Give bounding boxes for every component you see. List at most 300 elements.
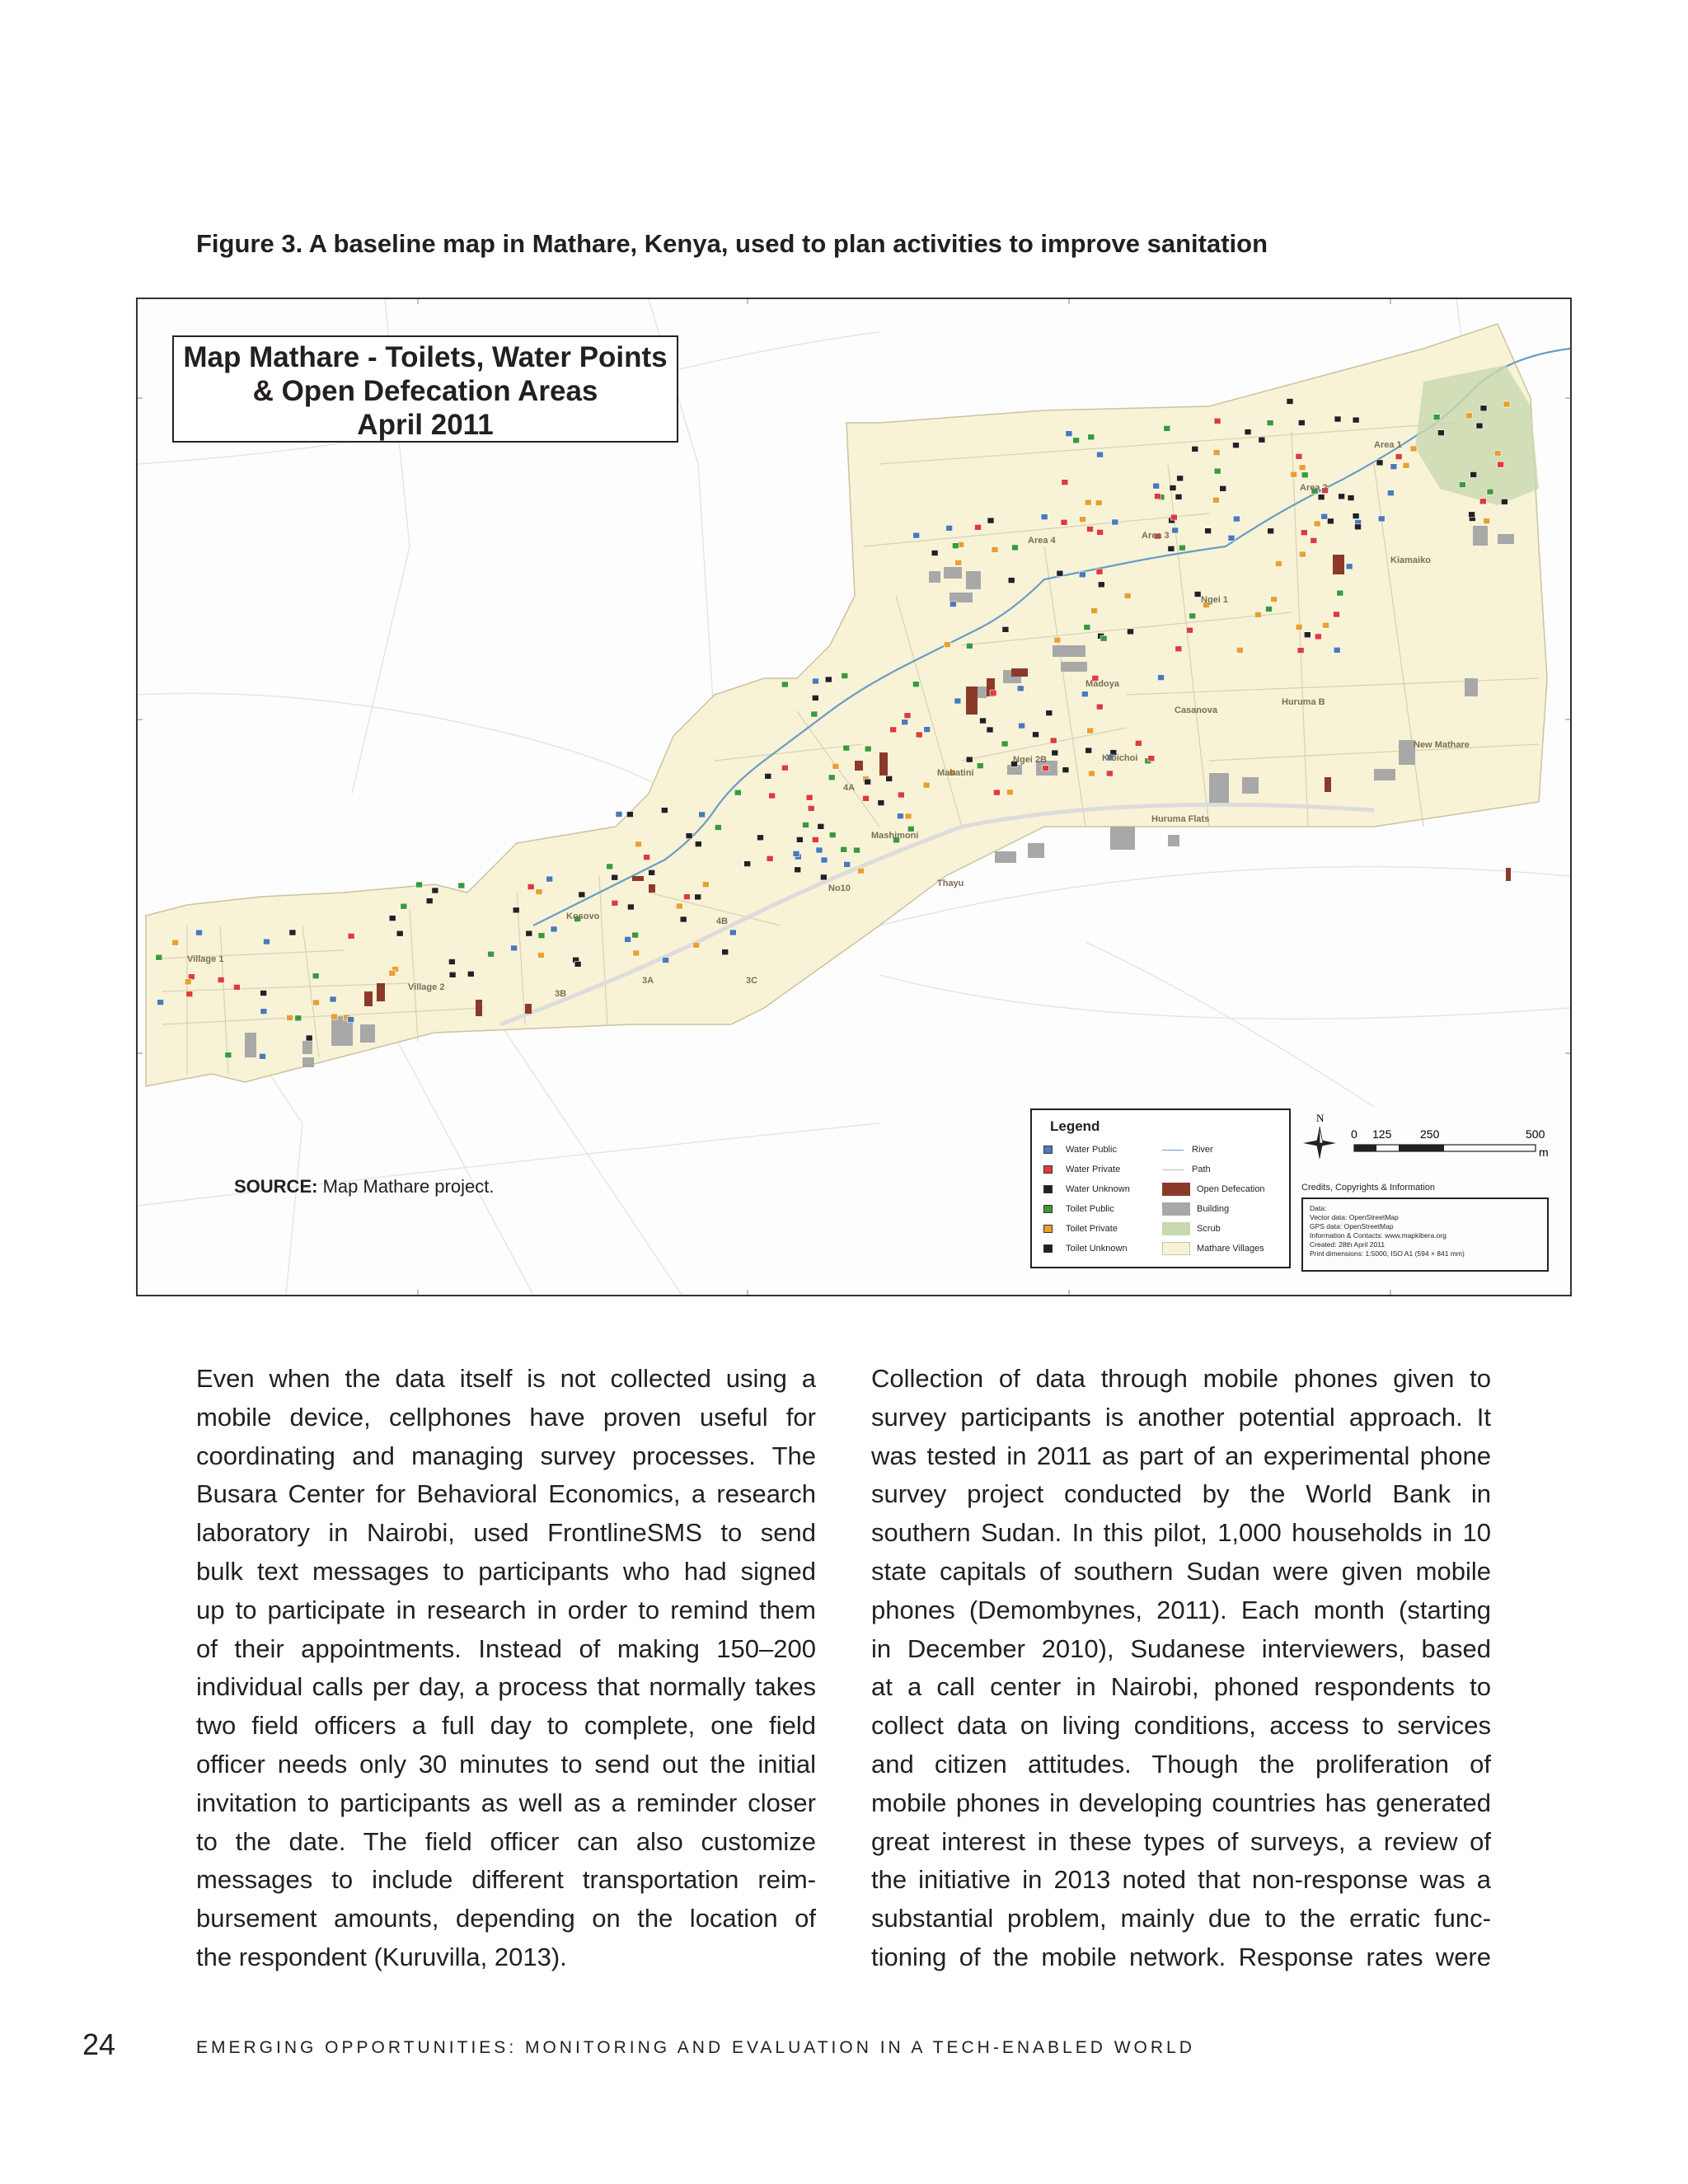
map-point-marker [950,602,956,607]
body-text-line: survey project conducted by the World Bank in [871,1479,1491,1509]
map-point-marker [264,939,270,944]
map-point-marker [1245,429,1251,435]
map-point-marker [825,677,832,682]
map-point-marker [1479,499,1486,504]
area-label: Huruma B [1282,697,1325,707]
map-point-marker [1346,564,1353,569]
map-point-marker [1089,771,1095,776]
map-title-line-2: & Open Defecation Areas [252,375,598,407]
body-column-left [196,1360,816,1977]
map-point-marker [803,823,809,828]
map-point-marker [987,727,993,733]
map-point-marker [890,727,897,733]
map-point-marker [1087,728,1094,733]
map-point-marker [1311,537,1317,543]
map-point-marker [898,792,904,798]
map-point-marker [1170,514,1177,520]
page-number: 24 [82,2027,116,2061]
body-text-line: at a call center in Nairobi, phoned respondents to [871,1672,1491,1702]
credits-line: GPS data: OpenStreetMap [1310,1222,1394,1230]
map-point-marker [1087,527,1094,532]
scale-bar [1354,1145,1536,1151]
map-point-marker [1041,514,1048,520]
map-point-marker [1314,521,1320,527]
river-line-swatch [1162,1150,1184,1151]
toilet-unknown-swatch [1043,1244,1053,1253]
map-point-marker [1348,495,1354,501]
map-point-marker [426,898,433,904]
map-point-marker [1135,740,1142,746]
north-label: N [1316,1112,1325,1124]
area-label: Ngei 1 [1201,595,1229,605]
map-point-marker [765,773,771,779]
map-point-marker [1079,572,1085,578]
source-text: Map Mathare project. [322,1176,495,1197]
legend-label: Building [1197,1204,1230,1214]
map-point-marker [1128,629,1134,635]
map-point-marker [1233,516,1240,522]
map-point-marker [702,882,709,888]
map-point-marker [1476,423,1483,429]
map-point-marker [832,763,839,769]
map-point-marker [744,861,751,867]
map-point-marker [1112,519,1118,525]
map-point-marker [635,841,642,847]
map-point-marker [946,525,953,531]
map-point-marker [993,790,1000,795]
map-point-marker [1057,570,1063,576]
map-point-marker [1296,453,1302,459]
map-point-marker [1192,446,1198,452]
body-text-line: messages to include different transportation reim- [196,1865,816,1895]
map-point-marker [699,812,706,818]
body-text-line: was tested in 2011 as part of an experimental phone [871,1441,1491,1470]
body-text-line: phones (Demombynes, 2011). Each month (starting [871,1595,1491,1624]
body-text-line: in December 2010), Sudanese interviewers, based [871,1633,1491,1663]
map-point-marker [432,888,438,893]
map-point-marker [1484,518,1490,524]
area-label: Area 4 [1028,536,1056,546]
map-point-marker [1318,494,1325,500]
map-point-marker [1097,529,1104,535]
map-point-marker [715,825,721,831]
body-text-line: bulk text messages to participants who had signed [196,1556,816,1586]
map-point-marker [693,942,700,948]
map-point-marker [1494,451,1501,457]
map-point-marker [1012,545,1019,551]
map-point-marker [1267,420,1273,426]
map-point-marker [686,833,692,839]
map-point-marker [612,900,618,906]
body-text-line: invitation to participants as well as a reminder closer [196,1788,816,1817]
map-point-marker [1172,527,1179,533]
map-point-marker [1233,443,1240,448]
map-point-marker [1164,425,1170,431]
map-point-marker [1465,413,1472,419]
map-point-marker [1301,530,1307,536]
map-point-marker [1073,438,1080,443]
legend-item-toilet-private [1043,1221,1118,1237]
area-label: 4A [843,783,856,793]
map-point-marker [767,855,773,861]
body-text-line: the respondent (Kuruvilla, 2013). [196,1942,567,1971]
map-point-marker [1480,405,1487,411]
map-point-marker [1061,519,1067,525]
body-text-line: mobile phones in developing countries has generated [871,1788,1491,1817]
map-point-marker [858,868,865,874]
map-point-marker [897,813,903,819]
map-point-marker [616,812,622,818]
map-point-marker [538,933,545,939]
body-text-line: to the date. The field officer can also customize [196,1826,816,1856]
map-point-marker [734,790,741,795]
map-point-marker [607,864,613,869]
map-point-marker [952,543,959,549]
map-point-marker [1337,590,1343,596]
credits-title: Credits, Copyrights & Information [1301,1183,1436,1193]
map-point-marker [902,719,908,725]
area-label: 3B [555,989,567,999]
map-point-marker [511,945,518,951]
map-point-marker [865,779,871,785]
map-point-marker [1376,460,1383,466]
map-legend [1030,1108,1291,1268]
map-point-marker [844,861,851,867]
area-label: Mashimoni [871,831,919,841]
map-point-marker [977,763,983,769]
legend-item-water-public [1043,1141,1117,1158]
map-point-marker [1175,494,1182,499]
map-figure [136,298,1572,1296]
map-point-marker [781,682,788,687]
body-column-right [871,1360,1491,1977]
map-point-marker [954,698,961,704]
map-point-marker [1355,524,1362,530]
map-point-marker [1088,434,1095,440]
map-point-marker [1017,686,1024,691]
map-point-marker [1503,401,1510,407]
map-point-marker [1205,528,1212,534]
map-point-marker [156,954,162,960]
map-point-marker [841,846,847,852]
body-text-line: laboratory in Nairobi, used FrontlineSMS to send [196,1518,816,1548]
map-point-marker [1275,561,1282,567]
map-point-marker [1062,767,1069,773]
map-title-box [172,335,678,443]
compass-icon [1303,1127,1336,1160]
map-point-marker [313,1000,320,1005]
map-point-marker [526,930,532,936]
map-point-marker [1214,468,1221,474]
map-point-marker [579,892,585,898]
map-point-marker [1220,485,1226,491]
scrub-swatch [1162,1222,1190,1235]
map-point-marker [1315,634,1321,640]
legend-label: Toilet Private [1066,1224,1118,1234]
map-point-marker [878,800,884,806]
map-point-marker [683,894,690,900]
map-point-marker [905,813,912,819]
legend-label: Scrub [1197,1224,1221,1234]
map-point-marker [401,903,407,909]
map-point-marker [1339,494,1345,499]
map-point-marker [306,1035,312,1041]
map-point-marker [416,882,423,888]
area-label: Village 1 [187,954,224,964]
map-point-marker [854,847,860,853]
map-point-marker [818,823,824,829]
map-point-marker [1100,635,1107,641]
body-text-line: of their appointments. Instead of making 150–200 [196,1633,816,1663]
map-point-marker [1327,518,1334,524]
body-text-line: coordinating and managing survey processes. The [196,1441,816,1470]
map-point-marker [1228,535,1235,541]
map-point-marker [157,1000,164,1005]
area-label: Huruma Flats [1151,814,1210,824]
body-text-line: officer needs only 30 minutes to send out the initial [196,1749,816,1779]
map-point-marker [1096,569,1103,574]
body-text-line: great interest in these types of surveys, a review of [871,1826,1491,1856]
area-label: New Mathare [1414,740,1470,750]
water-unknown-swatch [1043,1185,1053,1193]
map-point-marker [458,883,465,888]
body-text-line: collect data on living conditions, access to services [871,1711,1491,1741]
map-point-marker [812,837,818,842]
map-point-marker [1236,647,1243,653]
area-label: Area 1 [1374,440,1402,450]
map-point-marker [1287,399,1293,405]
body-text-line: state capitals of southern Sudan were given mobile [871,1556,1491,1586]
scale-unit: m [1539,1146,1549,1159]
figure-source [234,1176,494,1197]
map-point-marker [1091,608,1098,614]
map-point-marker [1266,607,1273,612]
map-point-marker [980,718,987,724]
figure-caption: Figure 3. A baseline map in Mathare, Kenya, used to plan activities to improve sanitation [196,229,1268,258]
body-text-line: individual calls per day, a process that normally takes [196,1672,816,1702]
building-swatch [1162,1202,1190,1216]
map-point-marker [781,765,788,771]
map-point-marker [829,832,836,838]
area-label: 3C [746,976,758,986]
map-point-marker [663,958,669,963]
area-label: Kiamaiko [1390,555,1431,565]
map-point-marker [1050,738,1057,743]
map-point-marker [916,732,922,738]
map-point-marker [546,876,553,882]
map-point-marker [396,930,403,936]
map-point-marker [1334,416,1341,422]
map-point-marker [1155,494,1161,499]
map-point-marker [992,547,998,553]
body-text-line: bursement amounts, depending on the location of [196,1904,816,1933]
map-point-marker [990,690,996,696]
map-point-marker [1304,632,1311,638]
map-point-marker [821,857,828,863]
water-private-swatch [1043,1165,1053,1174]
area-label: Area 3 [1142,531,1170,541]
area-label: Mabatini [937,768,974,778]
map-point-marker [1085,499,1091,505]
map-point-marker [1153,483,1160,489]
map-point-marker [1084,625,1090,630]
map-point-marker [1043,766,1049,771]
credits-line: Print dimensions: 1:5000, ISO A1 (594 × 841 mm) [1310,1249,1465,1258]
map-point-marker [330,996,336,1002]
map-point-marker [1299,465,1306,471]
body-text-line: survey participants is another potential approach. It [871,1402,1491,1432]
map-point-marker [811,711,818,717]
map-point-marker [1098,582,1104,588]
map-point-marker [1353,513,1359,519]
map-point-marker [551,926,557,932]
credits-box [1301,1197,1549,1272]
map-point-marker [923,782,930,788]
map-point-marker [1158,675,1165,681]
map-point-marker [1177,476,1184,481]
legend-label: Water Public [1066,1145,1117,1155]
legend-label: Open Defecation [1197,1184,1265,1194]
north-arrow-and-scale [1296,1108,1554,1183]
map-point-marker [1334,647,1340,653]
map-point-marker [287,1015,293,1021]
body-text-line: two field officers a full day to complete, one field [196,1711,816,1741]
legend-item-water-unknown [1043,1181,1130,1197]
map-point-marker [295,1015,302,1021]
map-point-marker [1002,626,1009,632]
map-point-marker [633,950,640,956]
map-point-marker [729,930,736,935]
map-point-marker [1019,723,1025,729]
map-point-marker [538,953,545,958]
map-point-marker [1378,516,1385,522]
map-point-marker [185,979,191,985]
legend-title: Legend [1050,1118,1100,1134]
map-point-marker [1297,648,1304,654]
map-point-marker [1179,545,1185,551]
map-point-marker [1291,471,1297,477]
map-point-marker [1271,597,1278,602]
credits-line: Information & Contacts: www.mapkibera.org [1310,1231,1447,1240]
map-point-marker [912,682,919,687]
map-point-marker [1168,546,1175,551]
map-point-marker [695,841,701,847]
map-point-marker [1006,790,1013,795]
map-point-marker [449,972,456,977]
map-point-marker [842,673,848,679]
map-point-marker [813,678,819,684]
map-point-marker [843,745,850,751]
map-point-marker [1259,437,1265,443]
map-title-line-1: Map Mathare - Toilets, Water Points [183,341,668,373]
map-point-marker [722,949,729,955]
map-point-marker [574,961,581,967]
map-point-marker [186,991,193,997]
body-text-line: Busara Center for Behavioral Economics, a research [196,1479,816,1509]
map-point-marker [820,874,827,880]
body-text-line: southern Sudan. In this pilot, 1,000 households in 10 [871,1518,1491,1548]
map-point-marker [1095,500,1102,506]
body-text-line: and citizen attitudes. Though the proliferation of [871,1749,1491,1779]
map-point-marker [886,776,893,781]
scale-label-125: 125 [1372,1127,1392,1141]
map-point-marker [966,757,973,762]
water-public-swatch [1043,1146,1053,1154]
source-label: SOURCE: [234,1176,318,1197]
legend-label: Mathare Villages [1197,1244,1264,1254]
map-point-marker [649,869,655,875]
area-label: Kosovo [566,912,600,921]
map-point-marker [260,1009,267,1015]
map-point-marker [913,532,920,538]
map-point-marker [1268,528,1274,534]
map-point-marker [348,933,354,939]
legend-item-toilet-public [1043,1201,1114,1217]
map-point-marker [1080,517,1086,523]
legend-label: River [1192,1145,1213,1155]
map-point-marker [865,746,871,752]
scale-label-250: 250 [1420,1127,1440,1141]
map-point-marker [625,936,631,942]
map-point-marker [448,959,455,965]
map-point-marker [695,894,701,900]
map-point-marker [348,1017,354,1023]
map-point-marker [467,971,474,977]
mathare-villages-swatch [1162,1242,1190,1255]
map-point-marker [1387,490,1394,496]
map-point-marker [757,835,764,841]
credits-line: Data: [1310,1204,1327,1212]
map-point-marker [1085,748,1092,753]
map-point-marker [812,695,818,701]
map-point-marker [1433,415,1440,420]
map-point-marker [331,1014,337,1019]
map-point-marker [1008,578,1015,583]
legend-item-river [1162,1141,1213,1158]
scale-and-credits [1296,1108,1554,1273]
map-point-marker [260,1053,266,1059]
map-point-marker [1054,637,1061,643]
map-point-marker [1066,431,1072,437]
map-point-marker [1106,771,1113,776]
map-point-marker [1096,704,1103,710]
map-point-marker [1148,756,1155,762]
map-point-marker [1323,622,1329,628]
map-point-marker [1296,624,1302,630]
legend-label: Path [1192,1165,1211,1174]
map-point-marker [863,795,870,801]
map-point-marker [1170,485,1176,491]
map-point-marker [260,991,267,996]
map-point-marker [680,916,687,922]
credits-line: Created: 28th April 2011 [1310,1240,1386,1249]
map-point-marker [1395,454,1402,460]
map-point-marker [966,643,973,649]
map-point-marker [225,1052,232,1058]
map-point-marker [312,973,319,979]
map-point-marker [1353,417,1359,423]
map-point-marker [955,560,962,565]
map-point-marker [1052,750,1058,756]
credits-line: Vector data: OpenStreetMap [1310,1213,1399,1221]
map-point-marker [1459,482,1465,488]
map-point-marker [233,984,240,990]
map-point-marker [816,847,823,853]
legend-item-mathare-villages [1162,1240,1264,1257]
map-point-marker [1097,452,1104,457]
legend-item-toilet-unknown [1043,1240,1128,1257]
map-point-marker [1487,489,1493,494]
